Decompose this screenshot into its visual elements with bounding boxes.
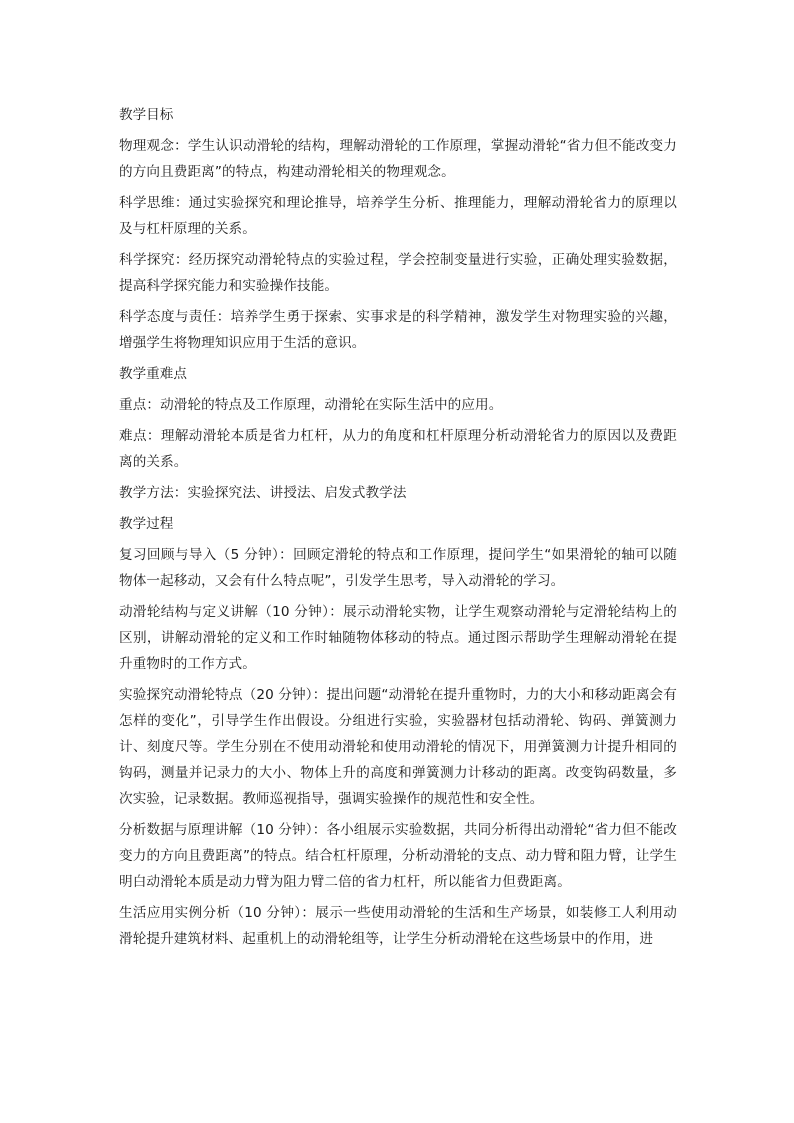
- process-step-review-intro: 复习回顾与导入（5 分钟）：回顾定滑轮的特点和工作原理，提问学生“如果滑轮的轴可以随物体一起移动，又会有什么特点呢”，引发学生思考，导入动滑轮的学习。: [119, 547, 677, 589]
- key-point-difficulty: 难点：理解动滑轮本质是省力杠杆，从力的角度和杠杆原理分析动滑轮省力的原因以及费距离的关系。: [119, 428, 677, 470]
- process-step-life-application: 生活应用实例分析（10 分钟）：展示一些使用动滑轮的生活和生产场景，如装修工人利用动滑轮提升建筑材料、起重机上的动滑轮组等，让学生分析动滑轮在这些场景中的作用，进: [119, 905, 677, 947]
- process-step-data-analysis: 分析数据与原理讲解（10 分钟）：各小组展示实验数据，共同分析得出动滑轮“省力但不能改变力的方向且费距离”的特点。结合杠杆原理，分析动滑轮的支点、动力臂和阻力臂，让学生明白动滑轮本质是动力臂为阻力臂二倍的省力杠杆，所以能省力但费距离。: [119, 822, 677, 890]
- process-step-structure-definition: 动滑轮结构与定义讲解（10 分钟）：展示动滑轮实物，让学生观察动滑轮与定滑轮结构上的区别，讲解动滑轮的定义和工作时轴随物体移动的特点。通过图示帮助学生理解动滑轮在提升重物时的工作方式。: [119, 604, 677, 672]
- objectives-heading: 教学目标: [119, 107, 174, 123]
- process-heading: 教学过程: [119, 516, 174, 532]
- document-body: [119, 102, 677, 957]
- teaching-methods: 教学方法：实验探究法、讲授法、启发式教学法: [119, 485, 407, 501]
- key-point-focus: 重点：动滑轮的特点及工作原理，动滑轮在实际生活中的应用。: [119, 397, 503, 413]
- objective-physics-concept: 物理观念：学生认识动滑轮的结构，理解动滑轮的工作原理，掌握动滑轮“省力但不能改变力的方向且费距离”的特点，构建动滑轮相关的物理观念。: [119, 138, 677, 180]
- objective-scientific-thinking: 科学思维：通过实验探究和理论推导，培养学生分析、推理能力，理解动滑轮省力的原理以及与杠杆原理的关系。: [119, 195, 677, 237]
- objective-scientific-inquiry: 科学探究：经历探究动滑轮特点的实验过程，学会控制变量进行实验，正确处理实验数据，提高科学探究能力和实验操作技能。: [119, 252, 677, 294]
- key-points-heading: 教学重难点: [119, 366, 187, 382]
- objective-attitude-responsibility: 科学态度与责任：培养学生勇于探索、实事求是的科学精神，激发学生对物理实验的兴趣，增强学生将物理知识应用于生活的意识。: [119, 309, 677, 351]
- process-step-experiment: 实验探究动滑轮特点（20 分钟）：提出问题“动滑轮在提升重物时，力的大小和移动距离会有怎样的变化”，引导学生作出假设。分组进行实验，实验器材包括动滑轮、钩码、弹簧测力计、刻度尺等。学生分别在不使用动滑轮和使用动滑轮的情况下，用弹簧测力计提升相同的钩码，测量并记录力的大小、物体上升的高度和弹簧测力计移动的距离。改变钩码数量，多次实验，记录数据。教师巡视指导，强调实验操作的规范性和安全性。: [119, 687, 677, 807]
